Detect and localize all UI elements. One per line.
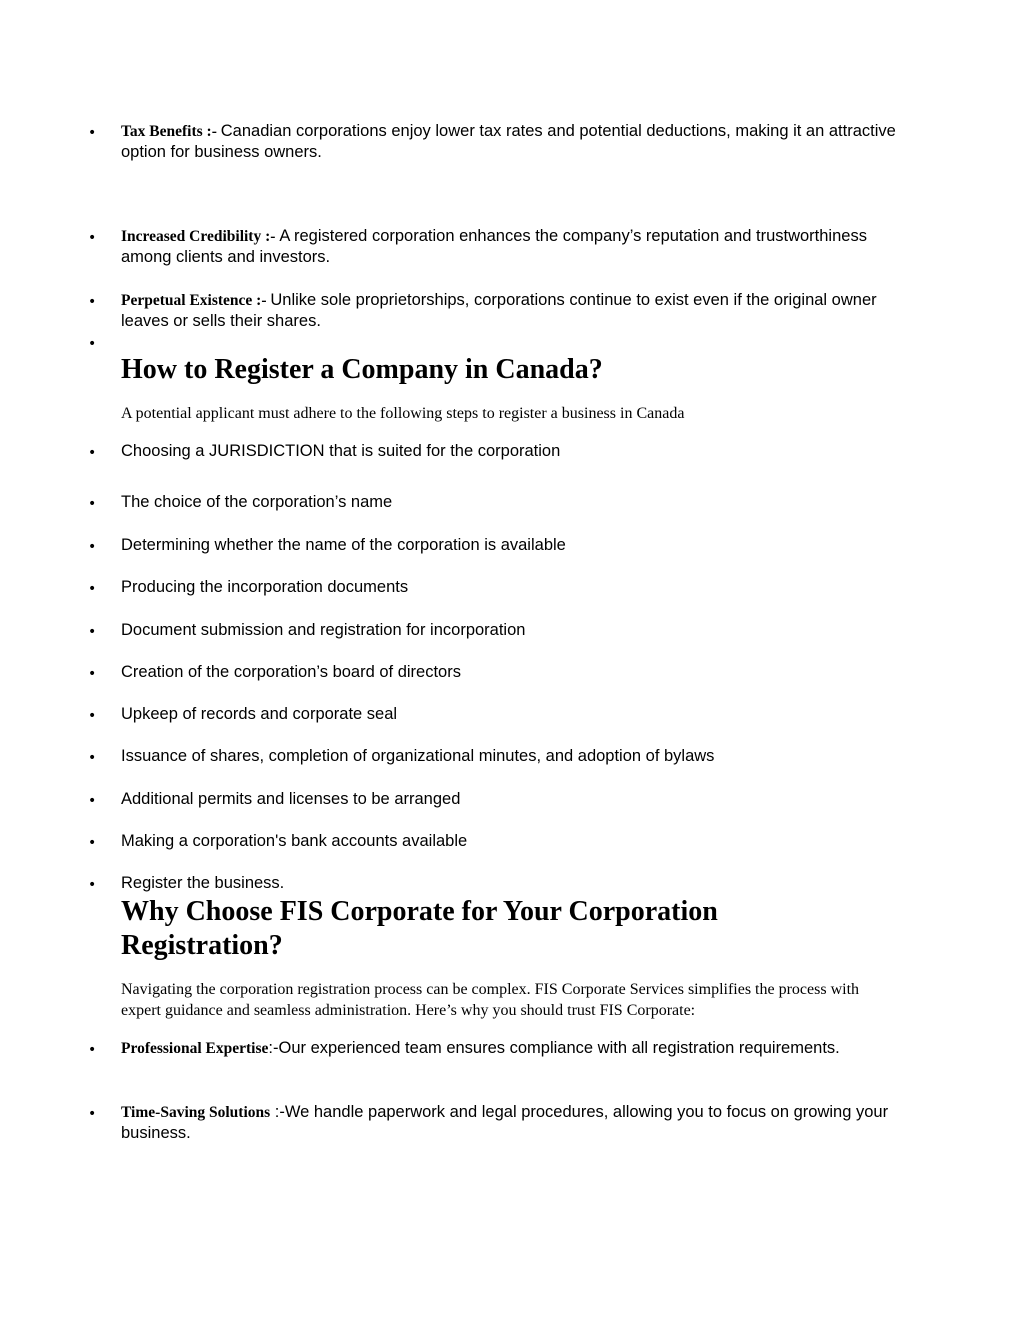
why-label: Professional Expertise	[121, 1040, 269, 1057]
benefit-text: Unlike sole proprietorships, corporations continue to exist even if the original owner leaves or sells their shares.	[121, 291, 877, 330]
benefit-separator: :-	[252, 292, 271, 309]
bullet-icon: •	[88, 793, 97, 809]
why-separator: :-	[268, 1039, 279, 1057]
step-item: Choosing a JURISDICTION that is suited for the corporation	[121, 442, 561, 460]
why-item-time	[121, 1102, 901, 1144]
step-item: Creation of the corporation’s board of directors	[121, 663, 461, 681]
bullet-icon: •	[88, 539, 97, 555]
benefit-separator: :-	[261, 228, 280, 245]
bullet-icon: •	[88, 445, 97, 461]
section-title-why: Why Choose FIS Corporate for Your Corporation Registration?	[121, 896, 718, 961]
bullet-icon: •	[88, 125, 97, 141]
why-text: Our experienced team ensures compliance with all registration requirements.	[278, 1039, 840, 1057]
step-item: Register the business.	[121, 874, 285, 892]
benefit-item-credibility	[121, 226, 901, 268]
bullet-icon: •	[88, 294, 97, 310]
bullet-icon: •	[88, 1106, 97, 1122]
step-item: The choice of the corporation’s name	[121, 493, 393, 511]
step-item: Determining whether the name of the corporation is available	[121, 536, 566, 554]
section-intro-register: A potential applicant must adhere to the following steps to register a business in Canada	[121, 405, 685, 422]
section-title-register: How to Register a Company in Canada?	[121, 354, 603, 385]
benefit-item-tax	[121, 121, 901, 163]
bullet-icon: •	[88, 624, 97, 640]
bullet-icon: •	[88, 877, 97, 893]
step-item: Making a corporation's bank accounts available	[121, 832, 468, 850]
why-separator: :-	[270, 1103, 285, 1121]
step-item: Producing the incorporation documents	[121, 578, 409, 596]
bullet-icon: •	[88, 1042, 97, 1058]
benefit-separator: :-	[202, 123, 221, 140]
why-label: Time-Saving Solutions	[121, 1104, 271, 1121]
bullet-icon: •	[88, 666, 97, 682]
section-intro-why: Navigating the corporation registration process can be complex. FIS Corporate Services simplifies the process with expert guidance and seamless administration. Here’s why you should trust FIS Corporate:	[121, 981, 860, 1019]
why-text: We handle paperwork and legal procedures, allowing you to focus on growing your business.	[121, 1103, 889, 1142]
benefit-label: Tax Benefits	[121, 123, 203, 140]
bullet-icon: •	[88, 336, 97, 352]
step-item: Upkeep of records and corporate seal	[121, 705, 398, 723]
bullet-icon: •	[88, 750, 97, 766]
bullet-icon: •	[88, 581, 97, 597]
step-item: Additional permits and licenses to be arranged	[121, 790, 461, 808]
step-item: Document submission and registration for incorporation	[121, 621, 526, 639]
bullet-icon: •	[88, 835, 97, 851]
why-item-expertise	[121, 1038, 901, 1059]
benefit-item-perpetual	[121, 290, 901, 332]
bullet-icon: •	[88, 230, 97, 246]
benefit-text: A registered corporation enhances the company’s reputation and trustworthiness among clients and investors.	[121, 227, 867, 266]
bullet-icon: •	[88, 496, 97, 512]
benefit-text: Canadian corporations enjoy lower tax rates and potential deductions, making it an attractive option for business owners.	[121, 122, 896, 161]
benefit-label: Increased Credibility	[121, 228, 262, 245]
benefit-label: Perpetual Existence	[121, 292, 253, 309]
bullet-icon: •	[88, 708, 97, 724]
step-item: Issuance of shares, completion of organizational minutes, and adoption of bylaws	[121, 747, 715, 765]
